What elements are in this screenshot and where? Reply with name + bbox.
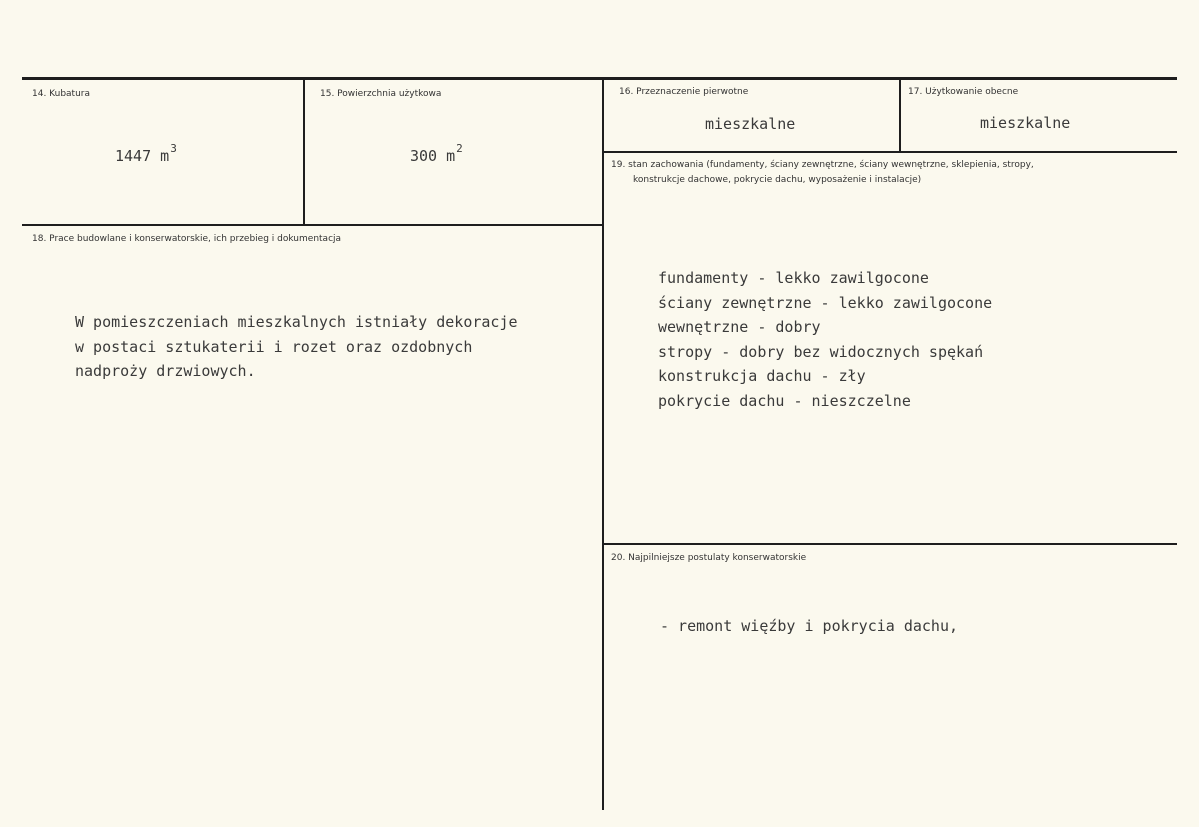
- field-18-line: w postaci sztukaterii i rozet oraz ozdobnych: [75, 337, 473, 356]
- field-17-label: 17. Użytkowanie obecne: [908, 87, 1019, 97]
- field-19-line: wewnętrzne - dobry: [658, 318, 821, 336]
- field-16-label: 16. Przeznaczenie pierwotne: [619, 87, 749, 97]
- field-18-line: nadproży drzwiowych.: [75, 362, 256, 380]
- field-19-line: ściany zewnętrzne - lekko zawilgocone: [658, 293, 993, 312]
- field-19-line: pokrycie dachu - nieszczelne: [658, 391, 911, 410]
- field-16-value: mieszkalne: [705, 115, 796, 133]
- field-19-value: [658, 266, 992, 413]
- top-rule: [22, 77, 1177, 80]
- field-18-line: W pomieszczeniach mieszkalnych istniały dekoracje: [75, 313, 518, 331]
- field-20-label: 20. Najpilniejsze postulaty konserwatorskie: [611, 553, 807, 563]
- field-17-value: mieszkalne: [980, 114, 1071, 132]
- field-19-line: stropy - dobry bez widocznych spękań: [658, 342, 984, 361]
- rule-above-20: [604, 543, 1177, 545]
- field-15-value: [410, 142, 463, 165]
- divider-16-17: [899, 80, 901, 152]
- field-14-label: 14. Kubatura: [32, 89, 91, 99]
- field-19-label-line-1: 19. stan zachowania (fundamenty, ściany zewnętrzne, ściany wewnętrzne, sklepienia, stropy,: [611, 160, 1034, 170]
- field-19-line: fundamenty - lekko zawilgocone: [658, 269, 929, 287]
- rule-below-14-15: [22, 224, 602, 226]
- field-14-number: 1447 m: [115, 147, 170, 165]
- field-20-value: - remont więźby i pokrycia dachu,: [660, 617, 959, 635]
- field-15-number: 300 m: [410, 147, 456, 165]
- field-15-label: 15. Powierzchnia użytkowa: [320, 89, 442, 99]
- divider-14-15: [303, 80, 305, 225]
- field-19-line: konstrukcja dachu - zły: [658, 367, 866, 385]
- field-18-value: [75, 310, 518, 384]
- rule-below-16-17: [604, 151, 1177, 153]
- field-14-exponent: 3: [170, 142, 177, 155]
- field-18-label: 18. Prace budowlane i konserwatorskie, ich przebieg i dokumentacja: [32, 234, 342, 244]
- center-divider: [602, 80, 604, 810]
- field-14-value: [115, 142, 177, 165]
- field-19-label-line-2: konstrukcje dachowe, pokrycie dachu, wyposażenie i instalacje): [633, 175, 922, 185]
- field-15-exponent: 2: [456, 142, 463, 155]
